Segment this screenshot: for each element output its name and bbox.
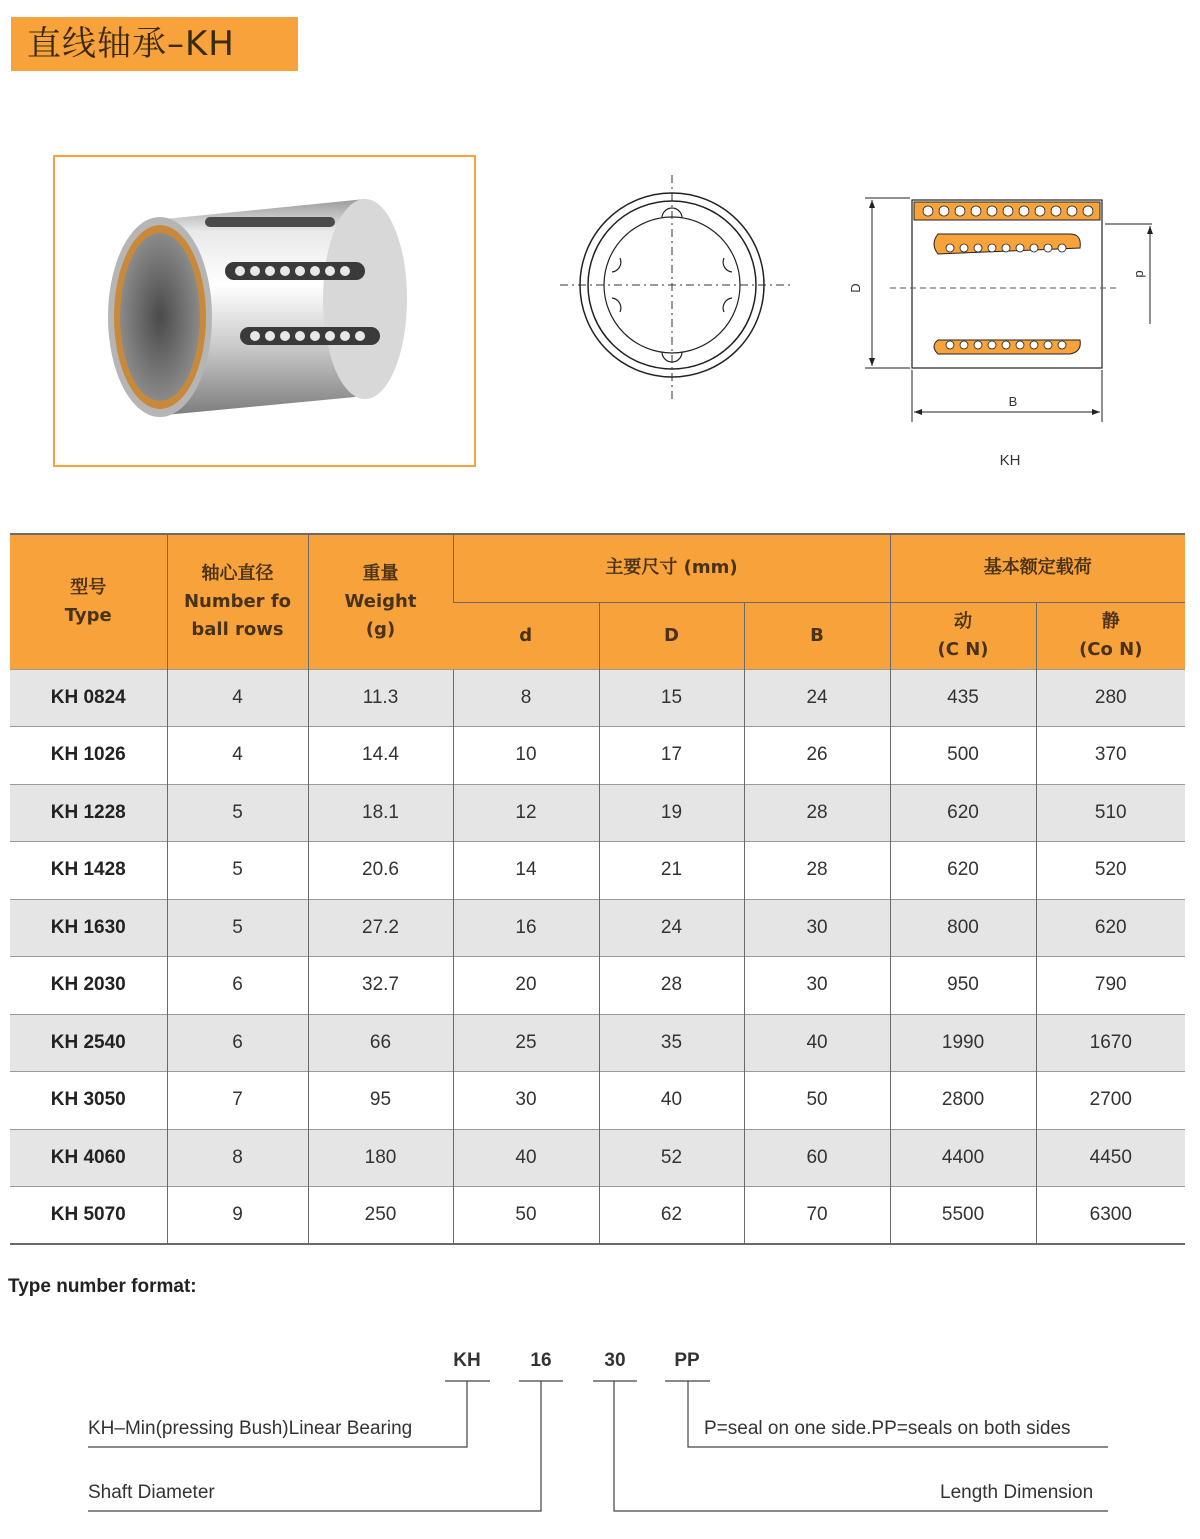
cell-weight: 11.3 — [308, 669, 453, 727]
cell-B: 28 — [744, 842, 890, 900]
cell-dynamic-load: 435 — [890, 669, 1036, 727]
label-D: D — [848, 283, 863, 293]
cell-dynamic-load: 1990 — [890, 1014, 1036, 1072]
cell-D: 21 — [599, 842, 744, 900]
cell-weight: 18.1 — [308, 784, 453, 842]
cell-d: 30 — [453, 1072, 599, 1130]
table-row — [10, 784, 1185, 842]
cell-static-load: 620 — [1036, 899, 1185, 957]
cell-B: 26 — [744, 727, 890, 785]
header-type-en: Type — [64, 604, 112, 626]
header-weight-cn: 重量 — [362, 562, 399, 584]
header-dynamic-load — [890, 602, 1036, 669]
table-row — [10, 1129, 1185, 1187]
header-weight-unit: (g) — [365, 618, 396, 640]
cell-static-load: 4450 — [1036, 1129, 1185, 1187]
cell-B: 30 — [744, 899, 890, 957]
cell-d: 10 — [453, 727, 599, 785]
header-dimensions-group: 主要尺寸 (mm) — [453, 534, 890, 602]
cell-dynamic-load: 5500 — [890, 1187, 1036, 1245]
cell-type: KH 1026 — [10, 727, 167, 785]
cell-static-load: 510 — [1036, 784, 1185, 842]
cell-D: 52 — [599, 1129, 744, 1187]
diagram-caption: KH — [999, 452, 1021, 469]
header-rows-cn: 轴心直径 — [201, 562, 274, 584]
cell-d: 20 — [453, 957, 599, 1015]
header-load-group: 基本额定载荷 — [890, 534, 1185, 602]
cell-d: 40 — [453, 1129, 599, 1187]
cell-ball-rows: 5 — [167, 784, 308, 842]
code-kh: KH — [453, 1350, 481, 1371]
cell-ball-rows: 6 — [167, 957, 308, 1015]
cell-static-load: 520 — [1036, 842, 1185, 900]
side-view-diagram — [850, 190, 1160, 430]
cell-D: 35 — [599, 1014, 744, 1072]
cell-B: 28 — [744, 784, 890, 842]
length-dimension-description: Length Dimension — [940, 1482, 1094, 1503]
cell-B: 24 — [744, 669, 890, 727]
cell-type: KH 1428 — [10, 842, 167, 900]
cell-type: KH 5070 — [10, 1187, 167, 1245]
cell-type: KH 0824 — [10, 669, 167, 727]
cell-type: KH 2540 — [10, 1014, 167, 1072]
cell-static-load: 370 — [1036, 727, 1185, 785]
cell-static-load: 2700 — [1036, 1072, 1185, 1130]
cell-ball-rows: 4 — [167, 669, 308, 727]
front-view-diagram — [560, 170, 790, 405]
header-D: D — [599, 602, 744, 669]
cell-ball-rows: 7 — [167, 1072, 308, 1130]
table-row — [10, 1072, 1185, 1130]
code-30: 30 — [604, 1350, 626, 1371]
label-d: d — [1133, 270, 1148, 278]
shaft-diameter-description: Shaft Diameter — [88, 1482, 215, 1503]
table-row — [10, 1187, 1185, 1245]
table-row — [10, 899, 1185, 957]
header-weight-en: Weight — [344, 590, 417, 612]
page-title: 直线轴承–KH — [11, 17, 298, 71]
cell-d: 8 — [453, 669, 599, 727]
table-row — [10, 842, 1185, 900]
code-16: 16 — [530, 1350, 552, 1371]
cell-d: 50 — [453, 1187, 599, 1245]
cell-type: KH 1630 — [10, 899, 167, 957]
cell-weight: 250 — [308, 1187, 453, 1245]
cell-d: 14 — [453, 842, 599, 900]
header-type — [10, 534, 167, 669]
format-heading: Type number format: — [8, 1276, 197, 1297]
cell-dynamic-load: 950 — [890, 957, 1036, 1015]
cell-static-load: 6300 — [1036, 1187, 1185, 1245]
cell-D: 28 — [599, 957, 744, 1015]
cell-d: 12 — [453, 784, 599, 842]
header-dyn-unit: (C N) — [937, 638, 989, 660]
cell-dynamic-load: 4400 — [890, 1129, 1036, 1187]
cell-type: KH 3050 — [10, 1072, 167, 1130]
cell-static-load: 790 — [1036, 957, 1185, 1015]
cell-dynamic-load: 620 — [890, 842, 1036, 900]
cell-weight: 66 — [308, 1014, 453, 1072]
cell-D: 62 — [599, 1187, 744, 1245]
bearing-illustration — [55, 157, 474, 465]
cell-D: 17 — [599, 727, 744, 785]
cell-D: 40 — [599, 1072, 744, 1130]
spec-table — [10, 533, 1185, 1245]
kh-description: KH–Min(pressing Bush)Linear Bearing — [88, 1418, 413, 1439]
header-type-cn: 型号 — [70, 576, 107, 598]
header-rows-en1: Number fo — [183, 590, 292, 612]
spec-table-body — [10, 669, 1185, 1244]
header-rows-en2: ball rows — [191, 618, 284, 640]
table-row — [10, 1014, 1185, 1072]
cell-type: KH 1228 — [10, 784, 167, 842]
cell-B: 60 — [744, 1129, 890, 1187]
label-B: B — [1008, 394, 1018, 409]
header-ball-rows — [167, 534, 308, 669]
cell-static-load: 1670 — [1036, 1014, 1185, 1072]
cell-weight: 95 — [308, 1072, 453, 1130]
header-dyn-cn: 动 — [954, 610, 973, 632]
cell-dynamic-load: 800 — [890, 899, 1036, 957]
cell-d: 16 — [453, 899, 599, 957]
cell-weight: 20.6 — [308, 842, 453, 900]
header-d: d — [453, 602, 599, 669]
header-B: B — [744, 602, 890, 669]
header-static-load — [1036, 602, 1185, 669]
cell-ball-rows: 5 — [167, 842, 308, 900]
cell-weight: 14.4 — [308, 727, 453, 785]
cell-weight: 32.7 — [308, 957, 453, 1015]
cell-B: 30 — [744, 957, 890, 1015]
cell-dynamic-load: 500 — [890, 727, 1036, 785]
cell-ball-rows: 9 — [167, 1187, 308, 1245]
seal-description: P=seal on one side.PP=seals on both sides — [704, 1418, 1071, 1439]
cell-B: 50 — [744, 1072, 890, 1130]
table-row — [10, 669, 1185, 727]
cell-d: 25 — [453, 1014, 599, 1072]
cell-B: 70 — [744, 1187, 890, 1245]
cell-weight: 180 — [308, 1129, 453, 1187]
header-stat-cn: 静 — [1101, 610, 1120, 632]
cell-B: 40 — [744, 1014, 890, 1072]
header-weight — [308, 534, 453, 669]
cell-D: 24 — [599, 899, 744, 957]
cell-ball-rows: 5 — [167, 899, 308, 957]
header-stat-unit: (Co N) — [1079, 638, 1143, 660]
cell-type: KH 4060 — [10, 1129, 167, 1187]
table-row — [10, 957, 1185, 1015]
cell-ball-rows: 4 — [167, 727, 308, 785]
cell-weight: 27.2 — [308, 899, 453, 957]
cell-dynamic-load: 2800 — [890, 1072, 1036, 1130]
table-row — [10, 727, 1185, 785]
cell-dynamic-load: 620 — [890, 784, 1036, 842]
cell-ball-rows: 8 — [167, 1129, 308, 1187]
cell-type: KH 2030 — [10, 957, 167, 1015]
cell-D: 15 — [599, 669, 744, 727]
cell-D: 19 — [599, 784, 744, 842]
cell-ball-rows: 6 — [167, 1014, 308, 1072]
bearing-photo — [53, 155, 476, 467]
code-pp: PP — [674, 1350, 700, 1371]
cell-static-load: 280 — [1036, 669, 1185, 727]
